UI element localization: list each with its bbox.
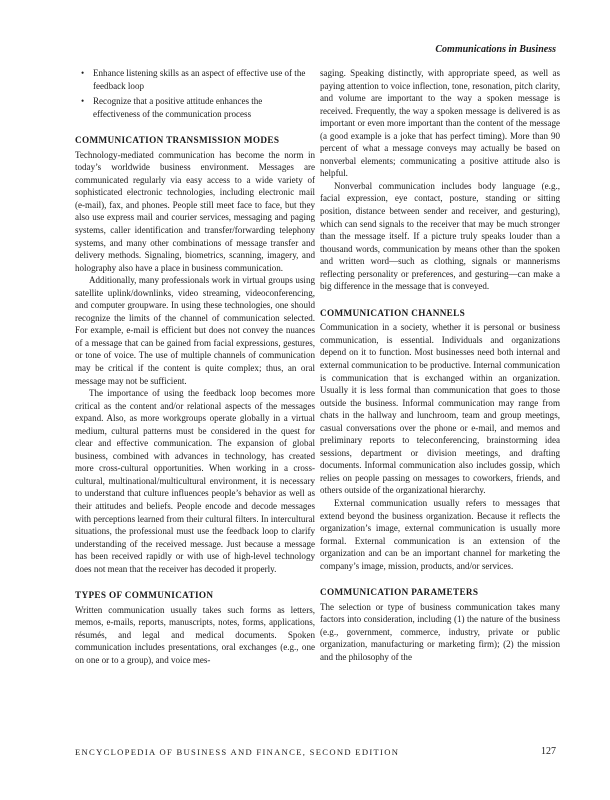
page-number: 127 (541, 746, 556, 757)
paragraph: Nonverbal communication includes body language (e.g., facial expression, eye contact, posture, standing or sitting position, distance between sender and receiver, and gesturing), which can send signals to the receiver that may be much stronger than the message itself. If a picture truly speaks louder than a thousand words, communication by means other than the spoken and written word—such as clothing, signals or mannerisms reflecting personality or preferences, and gesturing—can make a big difference in the message that is conveyed. (320, 180, 560, 292)
right-column (320, 67, 560, 664)
left-column (75, 67, 315, 667)
list-item (75, 67, 315, 92)
bullet-icon: • (81, 68, 85, 78)
paragraph: saging. Speaking distinctly, with appropriate speed, as well as paying attention to voice inflection, tone, resonation, pitch clarity, and volume are important to the way a spoken message is received. Frequently, the way a spoken message is delivered is as important or even more important than the content of the message (a good example is a joke that has perfect timing). More than 90 percent of what a message conveys may actually be based on nonverbal elements; communicating a positive attitude also is helpful. (320, 68, 560, 179)
footer-title: ENCYCLOPEDIA OF BUSINESS AND FINANCE, SECOND EDITION (75, 747, 400, 757)
paragraph: External communication usually refers to messages that extend beyond the business organization. Because it reflects the organization’s image, external communication is usually more formal. External communication is an extension of the organization and can be an important channel for marketing the company’s image, mission, products, and/or services. (320, 498, 560, 571)
running-head: Communications in Business (435, 44, 556, 55)
page-footer (75, 747, 556, 757)
bullet-text: Enhance listening skills as an aspect of effective use of the feedback loop (93, 68, 306, 91)
bullet-text: Recognize that a positive attitude enhances the effectiveness of the communication process (93, 96, 263, 119)
section-heading-channels: COMMUNICATION CHANNELS (320, 307, 466, 318)
paragraph: Written communication usually takes such forms as letters, memos, e-mails, reports, manuscripts, notes, forms, applications, résumés, and legal and medical documents. Spoken communication includes presentations, oral exchanges (e.g., one on one or to a group), and voice mes- (75, 604, 315, 665)
bullet-list (75, 67, 315, 120)
section-heading-transmission-modes: COMMUNICATION TRANSMISSION MODES (75, 135, 280, 146)
section-heading-types: TYPES OF COMMUNICATION (75, 590, 214, 601)
bullet-icon: • (81, 96, 85, 107)
section-heading-parameters: COMMUNICATION PARAMETERS (320, 587, 479, 598)
paragraph: Technology-mediated communication has become the norm in today’s worldwide business environment. Messages are communicated regularly via easy access to a wide variety of sophisticated electronic technologies, including electronic mail (e-mail), fax, and phones. People still meet face to face, but they also use express mail and courier services, messaging and paging systems, caller identification and transfer/forwarding telephony systems, and many other combinations of message transfer and delivery methods. Signaling, biometrics, scanning, imagery, and holography also have a place in business communication. (75, 149, 315, 273)
paragraph: Additionally, many professionals work in virtual groups using satellite uplink/downlinks, video streaming, videoconferencing, and computer groupware. In using these technologies, one should recognize the limits of the channel of communication selected. For example, e-mail is efficient but does not convey the nuances of a message that can be gained from facial expressions, gestures, or tone of voice. The use of multiple channels of communication may be critical if the content is quite complex; thus, an oral message may not be sufficient. (75, 275, 315, 386)
paragraph: Communication in a society, whether it is personal or business communication, is essential. Individuals and organizations depend on it to function. Most businesses need both internal and external communication to be productive. Internal communication is communication that is exchanged within an organization. Usually it is less formal than communication that goes to those outside the business. Informal communication may range from chats in the hallway and lunchroom, team and group meetings, casual conversations over the phone or e-mail, and memos and preliminary reports to teleconferencing, brainstorming idea sessions, department or division meetings, and drafting documents. Informal communication also includes gossip, which relies on people passing on messages to coworkers, friends, and others outside of the organizational hierarchy. (320, 322, 560, 496)
list-item (75, 95, 315, 120)
paragraph: The selection or type of business communication takes many factors into consideration, including (1) the nature of the business (e.g., government, commerce, industry, private or public organization, manufacturing or marketing firm); (2) the mission and the philosophy of the (320, 601, 560, 662)
paragraph: The importance of using the feedback loop becomes more critical as the content and/or relational aspects of the messages expand. Also, as more workgroups operate globally in a virtual medium, cultural patterns must be considered in the quest for clear and effective communication. The expansion of global business, combined with advances in technology, has created more cross-cultural opportunities. When working in a cross-cultural, multinational/multicultural environment, it is necessary to understand that culture influences people’s behavior as well as their attitudes and beliefs. People encode and decode messages with perceptions learned from their cultural filters. In intercultural situations, the professional must use the feedback loop to clarify understanding of the received message. Just because a message has been received rapidly or with use of high-level technology does not mean that the receiver has decoded it properly. (75, 388, 315, 574)
